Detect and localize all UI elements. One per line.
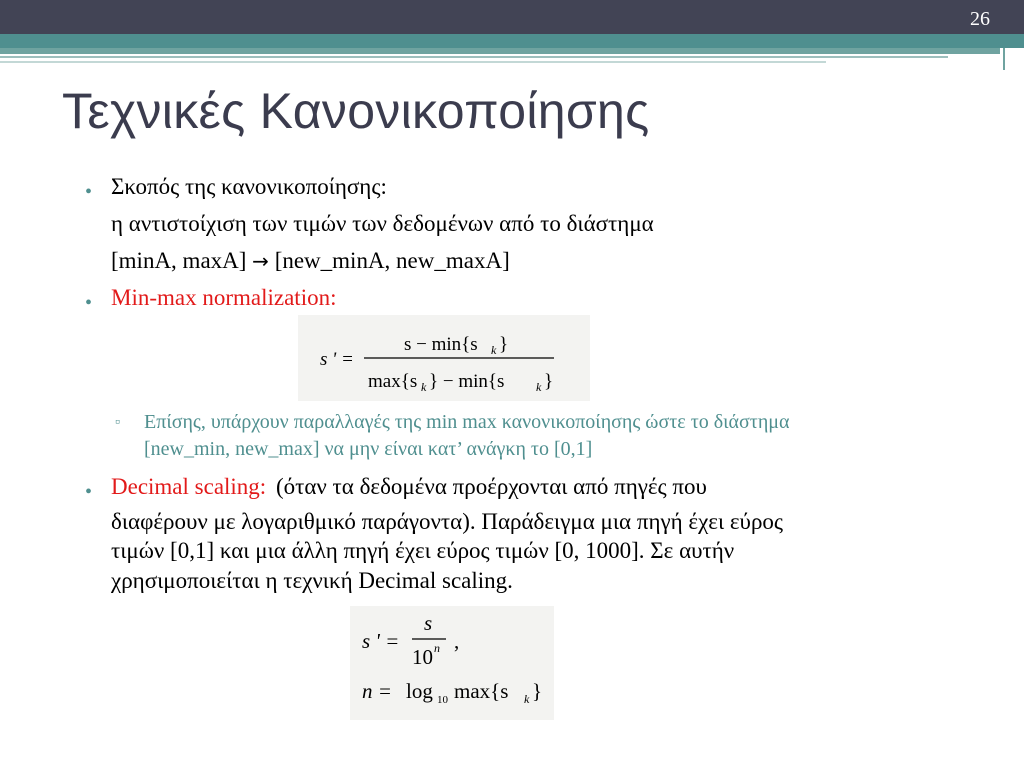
decimal-comma: , bbox=[454, 629, 460, 653]
decimal-log-base: 10 bbox=[437, 694, 448, 706]
bullet-3-line-4: χρησιμοποιείται η τεχνική Decimal scaling. bbox=[111, 568, 513, 593]
bullet-3-line-1 bbox=[111, 473, 707, 501]
header-band-teal-lower bbox=[0, 48, 1000, 54]
decimal-log: log bbox=[406, 679, 433, 703]
slide-number: 26 bbox=[970, 8, 990, 30]
bullet-1-line-1: η αντιστοίχιση των τιμών των δεδομένων από το διάστημα bbox=[111, 211, 654, 236]
decimal-max-close: } bbox=[532, 679, 543, 703]
header-band-teal bbox=[0, 34, 1024, 48]
minmax-denominator: max{s bbox=[368, 371, 418, 392]
bullet-3-line-2: διαφέρουν με λογαριθμικό παράγοντα). Παράδειγμα μια πηγή έχει εύρος bbox=[111, 509, 784, 534]
decimal-numerator: s bbox=[424, 611, 433, 635]
sub-bullet-marker: ▫ bbox=[115, 415, 120, 430]
sub-bullet-line-2: [new_min, new_max] να μην είναι κατ’ ανάγκη το [0,1] bbox=[144, 438, 593, 460]
range-new: [new_minA, new_maxA] bbox=[274, 248, 510, 273]
minmax-denominator-sub-1: k bbox=[421, 380, 427, 394]
decimal-max: max{s bbox=[454, 679, 509, 703]
minmax-numerator-close: } bbox=[499, 334, 509, 355]
header-rule-2 bbox=[0, 61, 826, 63]
decimal-exponent: n bbox=[434, 641, 440, 655]
minmax-denominator-sub-2: k bbox=[536, 380, 542, 394]
range-old: [minA, maxA] bbox=[111, 248, 247, 273]
decimal-lhs-1: s ' = bbox=[362, 629, 400, 653]
decimal-denominator: 10 bbox=[412, 645, 433, 669]
minmax-denominator-close: } bbox=[544, 371, 554, 392]
slide-title: Τεχνικές Κανονικοποίησης bbox=[62, 83, 650, 139]
bullet-3-line-3: τιμών [0,1] και μια άλλη πηγή έχει εύρος τιμών [0, 1000]. Σε αυτήν bbox=[111, 538, 735, 563]
bullet-1-label: Σκοπός της κανονικοποίησης: bbox=[111, 174, 387, 199]
bullet-1-line-2 bbox=[111, 247, 510, 275]
decimal-max-sub: k bbox=[524, 692, 530, 706]
bullet-marker-2: • bbox=[85, 292, 93, 314]
minmax-lhs: s ' = bbox=[320, 349, 354, 370]
bullet-marker-3: • bbox=[85, 481, 93, 503]
decimal-scaling-formula bbox=[350, 606, 554, 720]
decimal-scaling-intro: (όταν τα δεδομένα προέρχονται από πηγές που bbox=[275, 474, 707, 499]
arrow-icon: → bbox=[252, 249, 269, 273]
header-band-dark bbox=[0, 0, 1024, 34]
bullet-marker-1: • bbox=[85, 181, 93, 203]
decimal-lhs-2: n = bbox=[362, 679, 392, 703]
minmax-numerator-sub: k bbox=[491, 343, 497, 357]
header-rule-1 bbox=[0, 56, 948, 58]
minmax-numerator: s − min{s bbox=[404, 334, 478, 355]
minmax-formula bbox=[298, 315, 590, 401]
header-vertical-rule bbox=[1003, 48, 1005, 70]
sub-bullet-line-1: Επίσης, υπάρχουν παραλλαγές της min max κανονικοποίησης ώστε το διάστημα bbox=[144, 411, 790, 433]
decimal-scaling-label: Decimal scaling: bbox=[111, 474, 267, 499]
minmax-label: Min-max normalization: bbox=[111, 285, 337, 310]
minmax-denominator-mid: } − min{s bbox=[429, 371, 505, 392]
